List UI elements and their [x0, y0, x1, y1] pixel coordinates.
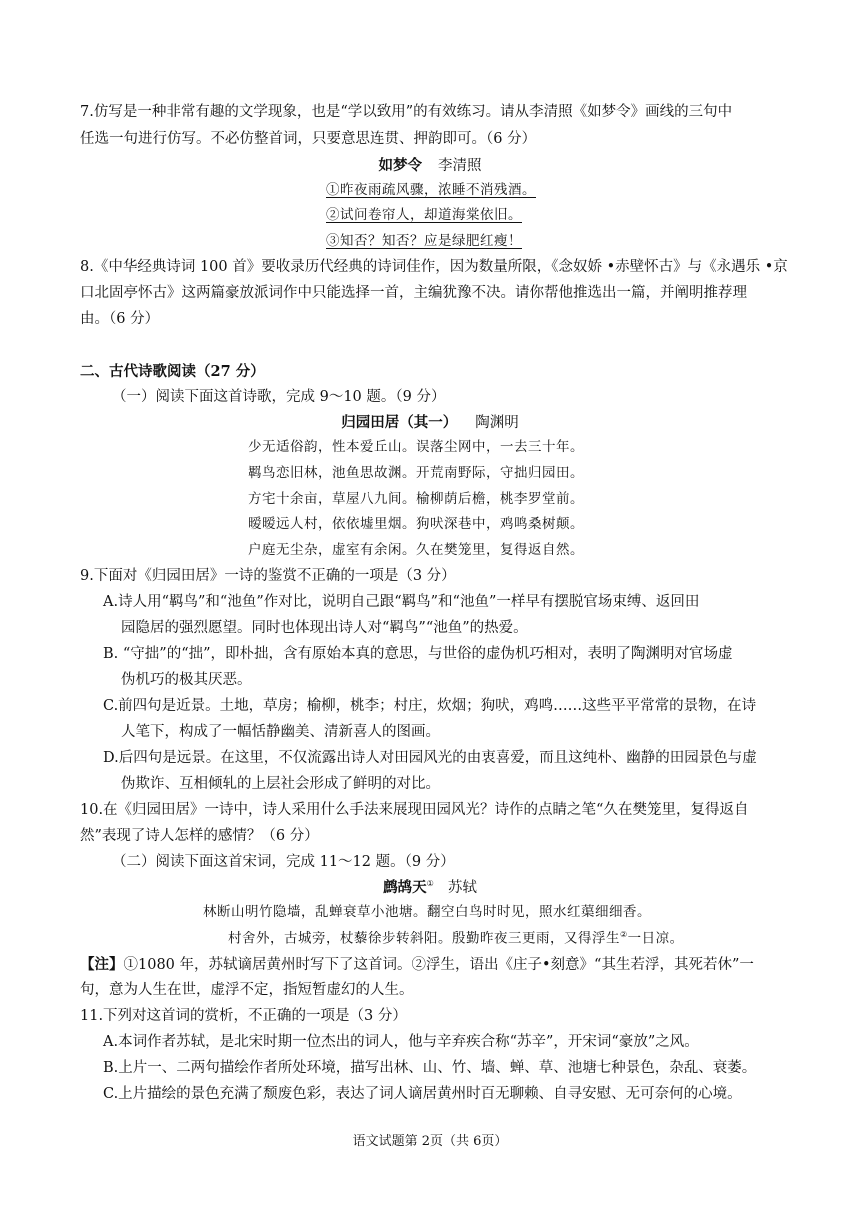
poem-line-1: 少无适俗韵，性本爱丘山。误落尘网中，一去三十年。: [248, 439, 584, 455]
q9-option-c-line-1: C.前四句是近景。土地，草房；榆柳，桃李；村庄，炊烟；狗吠，鸡鸣……这些平平常常的景物，在诗: [103, 698, 757, 714]
poem-line-3: 方宅十余亩，草屋八九间。榆柳荫后檐，桃李罗堂前。: [248, 491, 584, 507]
ci-title-note-mark: ①: [426, 879, 434, 889]
ci-line-2-note-mark: ②: [620, 930, 628, 939]
q9-option-a-line-2: 园隐居的强烈愿望。同时也体现出诗人对“羁鸟”“池鱼”的热爱。: [121, 620, 528, 636]
poem-line-2: 羁鸟恋旧林，池鱼思故渊。开荒南野际，守拙归园田。: [248, 465, 584, 481]
section-2-heading: 二、古代诗歌阅读（27 分）: [80, 363, 265, 380]
q7-line-2: 任选一句进行仿写。不必仿整首词，只要意思连贯、押韵即可。（6 分）: [80, 131, 537, 147]
ci-line-2-text-a: 村舍外，古城旁，杖藜徐步转斜阳。殷勤昨夜三更雨，又得浮生: [228, 930, 620, 947]
q10-line-1: 10.在《归园田居》一诗中，诗人采用什么手法来展现田园风光？诗作的点睛之笔“久在樊笼里，复得返自: [80, 802, 749, 818]
q7-line-1: 7.仿写是一种非常有趣的文学现象，也是“学以致用”的有效练习。请从李清照《如梦令》画线的三句中: [80, 104, 733, 120]
ci-line-1: 林断山明竹隐墙，乱蝉衰草小池塘。翻空白鸟时时见，照水红蕖细细香。: [203, 904, 651, 920]
poem-line-4: 暧暧远人村，依依墟里烟。狗吠深巷中，鸡鸣桑树颠。: [248, 516, 584, 532]
q8-line-2: 口北固亭怀古》这两篇豪放派词作中只能选择一首，主编犹豫不决。请你帮他推选出一篇，并阐明推荐理: [80, 285, 747, 301]
page-footer: 语文试题第 2页（共 6页）: [352, 1134, 508, 1149]
q7-poem-heading: [0, 157, 860, 175]
q11-option-b: B.上片一、二两句描绘作者所处环境，描写出林、山、竹、墙、蝉、草、池塘七种景色，杂乱、衰萎。: [103, 1060, 757, 1076]
poem-heading: [0, 414, 860, 432]
ci-author: 苏轼: [447, 880, 477, 896]
part-2-intro: （二）阅读下面这首宋词，完成 11～12 题。（9 分）: [112, 854, 455, 870]
q9-option-a-line-1: A.诗人用“羁鸟”和“池鱼”作对比，说明自己跟“羁鸟”和“池鱼”一样早有摆脱官场束缚、返回田: [103, 594, 700, 610]
note-label: 【注】: [80, 956, 124, 973]
q9-option-d-line-2: 伪欺诈、互相倾轧的上层社会形成了鲜明的对比。: [121, 776, 440, 792]
ci-title: 鹧鸪天: [383, 879, 427, 896]
note-line-2: 句，意为人生在世，虚浮不定，指短暂虚幻的人生。: [80, 982, 414, 998]
poem-author: 陶渊明: [475, 415, 519, 431]
ci-line-2: [228, 930, 684, 947]
q7-poem-title: 如梦令: [378, 157, 422, 174]
q11-option-c: C.上片描绘的景色充满了颓废色彩，表达了词人谪居黄州时百无聊赖、自寻安慰、无可奈何的心境。: [103, 1086, 742, 1102]
q9-option-b-line-1: B. “守拙”的“拙”，即朴拙，含有原始本真的意思，与世俗的虚伪机巧相对，表明了陶渊明对官场虚: [103, 646, 733, 662]
q10-line-2: 然”表现了诗人怎样的感情？（6 分）: [80, 828, 319, 844]
q11-stem: 11.下列对这首词的赏析，不正确的一项是（3 分）: [80, 1008, 407, 1024]
ci-line-2-text-b: 一日凉。: [627, 930, 684, 947]
q7-verse-1: ①昨夜雨疏风骤，浓睡不消残酒。: [326, 182, 536, 198]
q7-verse-3: ③知否？知否？应是绿肥红瘦！: [326, 233, 522, 249]
note-text-1: ①1080 年，苏轼谪居黄州时写下了这首词。②浮生，语出《庄子•刻意》“其生若浮，其死若休”一: [123, 957, 754, 973]
poem-title: 归园田居（其一）: [341, 414, 458, 431]
q9-option-c-line-2: 人笔下，构成了一幅恬静幽美、清新喜人的图画。: [121, 724, 440, 740]
q8-line-3: 由。（6 分）: [80, 311, 160, 327]
ci-heading: [0, 879, 860, 897]
q9-option-b-line-2: 伪机巧的极其厌恶。: [121, 672, 252, 688]
note-line-1: [80, 956, 754, 974]
poem-line-5: 户庭无尘杂，虚室有余闲。久在樊笼里，复得返自然。: [248, 542, 584, 558]
q7-verse-2: ②试问卷帘人，却道海棠依旧。: [326, 207, 522, 223]
q11-option-a: A.本词作者苏轼，是北宋时期一位杰出的词人，他与辛弃疾合称“苏辛”，开宋词“豪放”之风。: [103, 1034, 699, 1050]
q7-poem-author: 李清照: [438, 158, 482, 174]
q9-option-d-line-1: D.后四句是远景。在这里，不仅流露出诗人对田园风光的由衷喜爱，而且这纯朴、幽静的田园景色与虚: [103, 750, 757, 766]
q9-stem: 9.下面对《归园田居》一诗的鉴赏不正确的一项是（3 分）: [80, 568, 456, 584]
part-1-intro: （一）阅读下面这首诗歌，完成 9～10 题。（9 分）: [112, 389, 446, 405]
q8-line-1: 8.《中华经典诗词 100 首》要收录历代经典的诗词佳作，因为数量所限，《念奴娇 •赤壁怀古》与《永遇乐 •京: [80, 259, 788, 275]
